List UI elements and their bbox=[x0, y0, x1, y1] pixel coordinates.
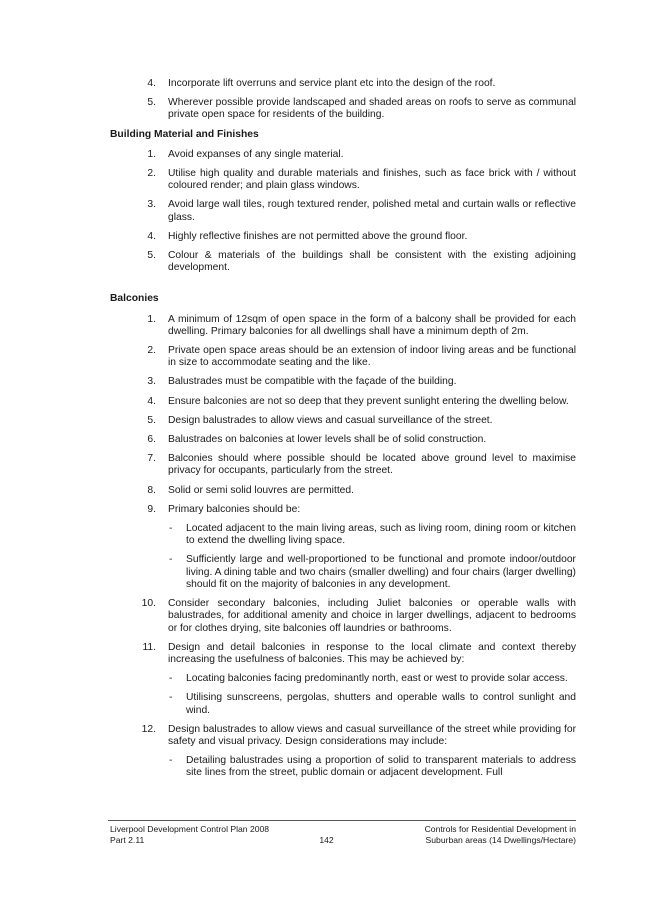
list-item-number: 7. bbox=[147, 453, 156, 465]
list-item bbox=[110, 485, 576, 497]
sub-list-item-text: Sufficiently large and well-proportioned to be functional and promote indoor/outdoor living. A dining table and two chairs (smaller dwelling) and four chairs (larger dwelling) should fit on the majority of balconies in any development. bbox=[186, 554, 576, 590]
list-item-number: 2. bbox=[147, 168, 156, 180]
sub-list-item bbox=[168, 692, 576, 716]
footer-divider bbox=[108, 820, 576, 821]
footer-section-title: Controls for Residential Development in bbox=[424, 824, 576, 834]
list-item-number: 9. bbox=[147, 503, 156, 515]
list-item-text: A minimum of 12sqm of open space in the form of a balcony shall be provided for each dwelling. Primary balconies for all dwellings shall have a minimum depth of 2m. bbox=[168, 313, 576, 337]
page-content bbox=[110, 78, 576, 787]
list-item-number: 2. bbox=[147, 345, 156, 357]
sub-list-item bbox=[168, 554, 576, 591]
list-item-text: Balconies should where possible should be located above ground level to maximise privacy for occupants, particularly from the street. bbox=[168, 453, 576, 477]
footer-right bbox=[425, 824, 576, 846]
list-item-number: 8. bbox=[147, 484, 156, 496]
dash-bullet: - bbox=[169, 673, 173, 685]
list-item-number: 6. bbox=[147, 434, 156, 446]
list-item bbox=[110, 149, 576, 161]
list-item-text: Utilise high quality and durable materials and finishes, such as face brick with / without coloured render; and plain glass windows. bbox=[168, 168, 576, 192]
dash-bullet: - bbox=[169, 554, 173, 566]
list-item-text: Highly reflective finishes are not permitted above the ground floor. bbox=[168, 230, 468, 242]
list-item-text: Colour & materials of the buildings shall be consistent with the existing adjoining development. bbox=[168, 250, 576, 274]
list-item-text: Private open space areas should be an extension of indoor living areas and be functional in size to accommodate seating and the like. bbox=[168, 345, 576, 369]
list-item-text: Incorporate lift overruns and service plant etc into the design of the roof. bbox=[168, 78, 496, 89]
list-item-number: 3. bbox=[147, 199, 156, 211]
footer-plan-title: Liverpool Development Control Plan 2008 bbox=[110, 824, 270, 834]
footer-section-subtitle: Suburban areas (14 Dwellings/Hectare) bbox=[425, 835, 576, 845]
list-item-number: 1. bbox=[147, 313, 156, 325]
dash-bullet: - bbox=[169, 523, 173, 535]
list-item-text: Avoid expanses of any single material. bbox=[168, 148, 344, 160]
list-item-text: Balustrades must be compatible with the façade of the building. bbox=[168, 376, 457, 388]
list-item bbox=[110, 598, 576, 635]
list-item bbox=[110, 642, 576, 717]
list-item-text: Balustrades on balconies at lower levels shall be of solid construction. bbox=[168, 434, 487, 446]
list-item-text: Design and detail balconies in response to the local climate and context thereby increasing the usefulness of balconies. This may be achieved by: bbox=[168, 641, 576, 665]
list-item-number: 4. bbox=[147, 395, 156, 407]
sub-list-item-text: Detailing balustrades using a proportion of solid to transparent materials to address site lines from the street, public domain or adjacent development. Full bbox=[186, 755, 576, 779]
footer-page-number: 142 bbox=[319, 835, 334, 845]
numbered-list bbox=[110, 314, 576, 780]
list-item bbox=[110, 504, 576, 591]
list-item bbox=[110, 231, 576, 243]
list-item bbox=[110, 97, 576, 121]
list-item bbox=[110, 199, 576, 223]
list-item bbox=[110, 314, 576, 338]
list-item-number: 11. bbox=[142, 641, 156, 653]
sub-list-item-text: Utilising sunscreens, pergolas, shutters and operable walls to control sunlight and wind. bbox=[186, 692, 576, 716]
list-item-number: 4. bbox=[147, 230, 156, 242]
numbered-list bbox=[110, 149, 576, 275]
list-item-number: 3. bbox=[147, 376, 156, 388]
list-item bbox=[110, 434, 576, 446]
sub-list-item bbox=[168, 673, 576, 685]
list-item-text: Design balustrades to allow views and casual surveillance of the street. bbox=[168, 414, 493, 426]
section-spacer bbox=[110, 281, 576, 293]
list-item bbox=[110, 376, 576, 388]
list-item-text: Ensure balconies are not so deep that they prevent sunlight entering the dwelling below. bbox=[168, 395, 569, 407]
list-item-number: 5. bbox=[147, 250, 156, 262]
section-heading: Building Material and Finishes bbox=[110, 128, 259, 140]
list-item bbox=[110, 453, 576, 477]
list-item bbox=[110, 724, 576, 780]
section-heading: Balconies bbox=[110, 293, 159, 305]
list-item-text: Design balustrades to allow views and casual surveillance of the street while providing for safety and visual privacy. Design considerations may include: bbox=[168, 723, 576, 747]
numbered-list bbox=[110, 78, 576, 122]
list-item-number: 5. bbox=[147, 414, 156, 426]
sub-list bbox=[168, 755, 576, 779]
list-item-text: Consider secondary balconies, including Juliet balconies or operable walls with balustrades, for additional amenity and choice in larger dwellings, adjacent to bedrooms or for clothes drying, site balconies off laundries or bathrooms. bbox=[168, 598, 576, 634]
list-item-number: 1. bbox=[147, 148, 156, 160]
sub-list bbox=[168, 523, 576, 591]
list-item bbox=[110, 78, 576, 90]
list-item bbox=[110, 345, 576, 369]
list-item bbox=[110, 168, 576, 192]
list-item bbox=[110, 396, 576, 408]
footer-part: Part 2.11 bbox=[110, 835, 145, 845]
list-item bbox=[110, 415, 576, 427]
sub-list-item bbox=[168, 523, 576, 547]
list-item-number: 5. bbox=[147, 97, 156, 109]
dash-bullet: - bbox=[169, 692, 173, 704]
sub-list bbox=[168, 673, 576, 717]
list-item-text: Primary balconies should be: bbox=[168, 503, 301, 515]
list-item-number: 4. bbox=[147, 78, 156, 89]
list-item-number: 10. bbox=[141, 598, 156, 610]
list-item-text: Avoid large wall tiles, rough textured render, polished metal and curtain walls or reflective glass. bbox=[168, 199, 576, 223]
list-item-number: 12. bbox=[141, 723, 156, 735]
sub-list-item-text: Located adjacent to the main living areas, such as living room, dining room or kitchen to extend the dwelling living space. bbox=[186, 523, 576, 547]
list-item-text: Wherever possible provide landscaped and shaded areas on roofs to serve as communal private open space for residents of the building. bbox=[168, 97, 576, 121]
dash-bullet: - bbox=[169, 755, 173, 767]
list-item-text: Solid or semi solid louvres are permitted. bbox=[168, 484, 354, 496]
sub-list-item-text: Locating balconies facing predominantly north, east or west to provide solar access. bbox=[186, 673, 568, 685]
list-item bbox=[110, 250, 576, 274]
sub-list-item bbox=[168, 755, 576, 779]
